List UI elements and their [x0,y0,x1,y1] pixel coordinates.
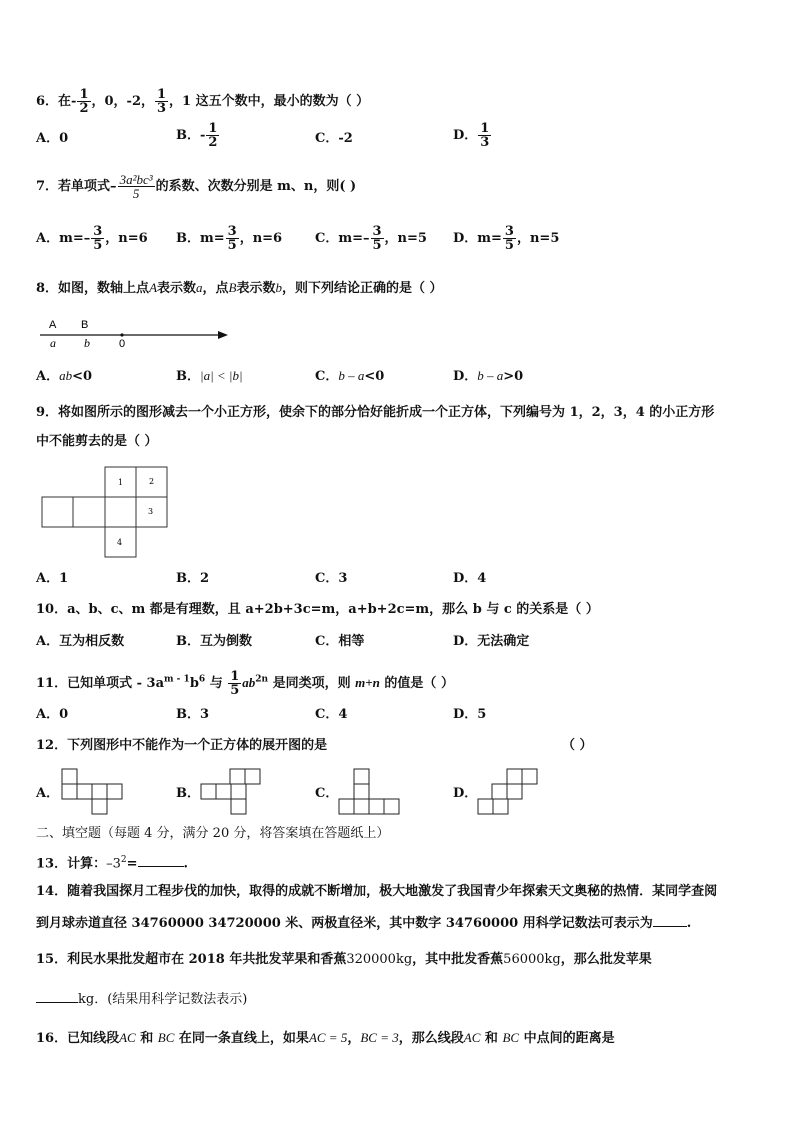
q12b-cell [230,769,245,784]
q6-text-pre: 在- [58,94,77,109]
q15-line2 [36,992,247,1008]
q7-c-den: 5 [372,238,382,253]
q7-text-pre: 若单项式– [58,179,117,194]
q8-text-c: ，点 [202,281,229,296]
q12d-cell [507,784,522,799]
q8-var-a: a [196,280,203,295]
q8-text-d: 表示数 [236,281,276,296]
q13-eq: = [126,856,138,872]
q8-text-a: 如图，数轴上点 [58,281,150,296]
q12-option-b-label: B． [176,786,200,801]
q7-a-num: 3 [93,224,103,239]
q12d-cell [493,799,508,814]
q9-cell-left-1 [42,497,73,527]
q13-expr: –3 [106,856,121,872]
q7-c-pre: C．m=– [315,231,370,246]
q16-text-mid: 在同一条直线上，如果 [174,1031,309,1046]
q9-cell-label-2: 2 [149,477,155,486]
q8-text-b: 表示数 [157,281,197,296]
q12c-cell [354,784,369,799]
q15-value-2: 56000kg [503,952,561,967]
q8-d-expr: b – a [477,368,504,383]
q8-number: 8． [36,281,59,296]
section-heading: 二、填空题（每题 4 分，满分 20 分，将答案填在答题纸上） [36,826,390,841]
q12d-cell [507,769,522,784]
q12c-cell [384,799,399,814]
q11-frac [228,670,241,697]
q6-option-a: A．0 [36,131,69,146]
q11-sup-1: m - 1 [164,674,190,685]
q9-cell-left-2 [73,497,105,527]
q7-c-num: 3 [372,224,382,239]
q15-note: ．(结果用科学记数法表示) [94,992,248,1007]
q6-b-num: 1 [208,121,218,136]
q12-stem: 12．下列图形中不能作为一个正方体的展开图的是 [36,738,328,753]
q7-d-pre: D．m= [453,231,502,246]
q13-answer-blank[interactable] [138,866,184,867]
q14-end: . [686,916,692,931]
q14-line2-text: 到月球赤道直径 34760000 34720000 米、两极直径米，其中数字 34760000 用科学记数法可表示为 [36,916,653,931]
q8-axis-label-A: A [49,319,57,331]
q8-a-expr: ab [59,368,73,383]
q11-post-3: 的值是（ ） [379,676,454,691]
q7-c-post: ，n=5 [384,231,427,246]
q13-sup: 2 [120,855,127,865]
q7-frac-den: 5 [132,186,140,201]
q8-b-expr: |a| < |b| [200,368,243,383]
q8-c-post: <0 [364,369,385,384]
q7-frac [118,173,155,200]
q12c-cell [354,769,369,784]
q12-option-d-net [477,768,542,818]
q11-stem [36,670,454,697]
q12b-cell [245,769,260,784]
q11-post-1: ab [242,675,256,690]
q7-stem [36,173,356,200]
q12-paren: （ ） [562,738,593,753]
q8-text-e: ，则下列结论正确的是（ ） [282,281,443,296]
q16-eq-2: BC = 3 [360,1030,399,1045]
q9-cell-label-1: 1 [118,478,124,487]
q11-option-c: C．4 [315,707,348,722]
q11-option-d: D．5 [453,707,487,722]
q6-b-den: 2 [208,135,218,150]
q16-bc: BC [157,1030,175,1045]
q8-option-a [36,368,92,385]
q12b-cell [231,784,246,799]
q8-a-pre: A． [36,369,60,384]
q16-ac-2: AC [463,1030,481,1045]
q8-axis-label-0: 0 [119,338,126,350]
q11-mid-2: 与 [205,676,228,691]
q7-a-den: 5 [93,238,103,253]
q16-and-1: 和 [135,1031,158,1046]
q16-text-pre: 16．已知线段 [36,1031,120,1046]
q12c-cell [354,799,369,814]
q12a-cell [77,784,92,799]
q9-option-c: C．3 [315,571,348,586]
q12a-cell [92,784,107,799]
q15-text-mid: ，其中批发香蕉 [412,952,504,967]
q16-ac: AC [119,1030,136,1045]
q8-axis-label-B: B [81,319,89,331]
q8-option-b [176,368,243,385]
q11-option-a: A．0 [36,707,69,722]
q9-option-a: A．1 [36,571,69,586]
q11-sup-2: 6 [198,674,206,685]
q12-option-d-label: D． [453,786,478,801]
q6-text-post: ，1 这五个数中，最小的数为（ ） [169,94,370,109]
q8-var-b: b [275,280,283,295]
q7-b-pre: B．m= [176,231,225,246]
q15-value-1: 320000kg [346,952,413,967]
q12b-cell [201,784,216,799]
q16-text-post: ，那么线段 [398,1031,464,1046]
q9-cell-label-3: 3 [148,507,154,516]
q6-frac-2 [155,88,168,115]
q7-d-num: 3 [504,224,514,239]
q16-and-2: 和 [480,1031,503,1046]
q7-frac-num: 3a²bc³ [119,172,153,187]
q9-option-d: D．4 [453,571,487,586]
q7-a-post: ，n=6 [105,231,148,246]
q8-c-pre: C． [315,369,339,384]
q7-option-c [315,225,427,252]
q14-line1: 14．随着我国探月工程步伐的加快，取得的成就不断增加，极大地激发了我国青少年探索天文奥秘的热情．某同学查阅 [36,884,718,899]
q7-d-frac [503,225,516,252]
q9-stem-line1: 9．将如图所示的图形减去一个小正方形，使余下的部分恰好能折成一个正方体，下列编号为 1，2，3，4 的小正方形 [36,405,715,420]
q10-option-d: D．无法确定 [453,634,530,649]
q12-option-a-net [61,768,126,818]
q8-option-d [453,368,523,385]
q12a-cell [62,784,77,799]
q12d-cell [478,799,493,814]
q12b-cell [216,784,231,799]
q7-text-post: 的系数、次数分别是 m、n，则( ) [155,179,357,194]
q8-axis-label-b: b [84,336,90,350]
q15-unit: kg [78,992,95,1007]
q15-text-pre: 15．利民水果批发超市在 2018 年共批发苹果和香蕉 [36,952,347,967]
q13-stem [36,852,188,872]
q8-d-post: >0 [503,369,524,384]
q11-text-pre: 已知单项式 - 3a [67,676,165,691]
q12d-cell [522,769,537,784]
q11-frac-num: 1 [230,669,240,684]
q8-point-b: B [228,280,237,295]
q6-text-mid: ，0，-2， [91,94,154,109]
q6-option-c: C．-2 [315,131,353,146]
q6-d-num: 1 [480,121,490,136]
q12-option-c-net [338,768,403,818]
q15-line1 [36,952,652,968]
q15-answer-blank[interactable] [36,1002,78,1003]
q7-a-pre: A．m=– [36,231,91,246]
q6-frac2-num: 1 [157,87,167,102]
q7-a-frac [91,225,104,252]
q14-line2 [36,916,691,932]
q7-option-a [36,225,148,252]
q8-point-a: A [149,280,158,295]
q9-cell-label-4: 4 [117,538,123,547]
q8-c-expr: b – a [338,368,365,383]
q12a-cell [107,784,122,799]
q10-option-a: A．互为相反数 [36,634,125,649]
q12-option-a-label: A． [36,786,60,801]
q14-answer-blank[interactable] [653,926,687,927]
q6-d-den: 3 [480,135,490,150]
q7-option-b [176,225,282,252]
q8-a-post: <0 [72,369,93,384]
q7-b-post: ，n=6 [239,231,283,246]
q11-mn: m+n [355,675,380,690]
q11-post-2: 是同类项，则 [268,676,356,691]
q13-end: . [183,856,189,872]
q7-b-den: 5 [227,238,237,253]
q12-option-c-label: C． [315,786,339,801]
q7-d-post: ，n=5 [516,231,560,246]
q8-number-line [38,318,238,352]
q13-text-pre: 13．计算： [36,856,107,872]
q7-number: 7． [36,179,59,194]
q10-stem: 10．a、b、c、m 都是有理数，且 a+2b+3c=m，a+b+2c=m，那么 b 与 c 的关系是（ ） [36,602,599,617]
q7-d-den: 5 [504,238,514,253]
q16-text-end: 中点间的距离是 [519,1031,615,1046]
q6-frac2-den: 3 [157,101,167,116]
q7-c-frac [371,225,384,252]
q10-option-b: B．互为倒数 [176,634,252,649]
q9-net-figure [40,465,170,560]
q6-number: 6． [36,94,59,109]
q11-number: 11． [36,676,68,691]
q16-bc-2: BC [502,1030,520,1045]
q8-axis-zero-dot [120,333,123,336]
q9-cell-center [105,497,136,527]
q15-text-post: ，那么批发苹果 [560,952,652,967]
q6-frac1-den: 2 [79,101,89,116]
q11-option-b: B．3 [176,707,210,722]
q16-comma: ， [347,1031,361,1046]
q6-d-frac [478,122,491,149]
q11-sup-3: 2n [255,674,269,685]
q7-option-d [453,225,559,252]
q8-axis-arrow [218,331,228,339]
q16-stem [36,1030,615,1047]
q6-stem [36,88,369,115]
q11-frac-den: 5 [230,683,240,698]
q12c-cell [339,799,354,814]
q9-option-b: B．2 [176,571,210,586]
q6-frac-1 [77,88,90,115]
q12b-cell [231,799,246,814]
q12-option-b-net [200,768,265,818]
q12a-cell [62,769,77,784]
q8-axis-label-a: a [50,336,56,350]
q12c-cell [369,799,384,814]
q9-stem-line2: 中不能剪去的是（ ） [36,434,158,449]
q8-option-c [315,368,384,385]
q6-d-pre: D． [453,128,478,143]
q7-b-frac [226,225,239,252]
q12a-cell [92,799,107,814]
q10-option-c: C．相等 [315,634,365,649]
q7-b-num: 3 [227,224,237,239]
q8-b-pre: B． [176,369,200,384]
q6-b-frac [206,122,219,149]
q6-option-b [176,122,220,149]
q8-d-pre: D． [453,369,478,384]
q8-stem [36,280,443,297]
q6-option-d [453,122,492,149]
q16-eq-1: AC = 5 [308,1030,348,1045]
q6-frac1-num: 1 [79,87,89,102]
q12d-cell [492,784,507,799]
q11-mid-1: b [189,676,199,691]
q6-b-pre: B．- [176,128,206,143]
